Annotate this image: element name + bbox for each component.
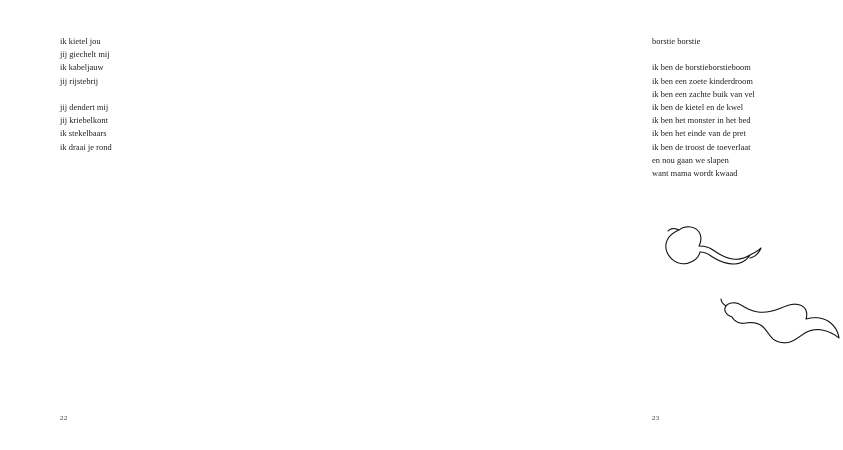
stanza-gap [60,88,112,101]
poem-line: jij kriebelkont [60,116,108,126]
seal-figure-upper-icon [655,222,765,282]
seal-figure-lower-icon [718,295,843,365]
poem-line: ik kietel jou [60,37,101,46]
page-right [300,0,755,450]
poem-line: ik ben een zachte buik van vel [652,89,755,99]
poem-line: ik ben een zoete kinderdroom [652,76,753,86]
poem-right [652,35,755,180]
poem-line: jij giechelt mij [60,50,110,60]
poem-line: ik ben het monster in het bed [652,116,751,126]
seal-figure-upper-illustration [655,222,765,282]
poem-line: ik ben de borstieborstieboom [652,63,751,73]
poem-line: ik draai je rond [60,142,112,152]
poem-line: jij rijstebrij [60,76,99,86]
poem-title-line: borstie borstie [652,37,701,46]
page-number-left: 22 [60,415,68,422]
stanza-gap [652,48,755,61]
poem-line: ik ben de kietel en de kwel [652,103,744,112]
poem-left [60,35,112,154]
poem-line: ik kabeljauw [60,63,104,73]
page-number-right: 23 [652,415,660,422]
poem-line: ik ben de troost de toeverlaat [652,142,751,152]
poem-line: en nou gaan we slapen [652,155,729,165]
poem-line: ik stekelbaars [60,129,107,139]
poem-line: ik ben het einde van de pret [652,129,746,139]
poem-line: want mama wordt kwaad [652,169,738,179]
poem-line: jij dendert mij [60,103,109,112]
seal-figure-lower-illustration [718,295,843,365]
page-left [0,0,300,450]
